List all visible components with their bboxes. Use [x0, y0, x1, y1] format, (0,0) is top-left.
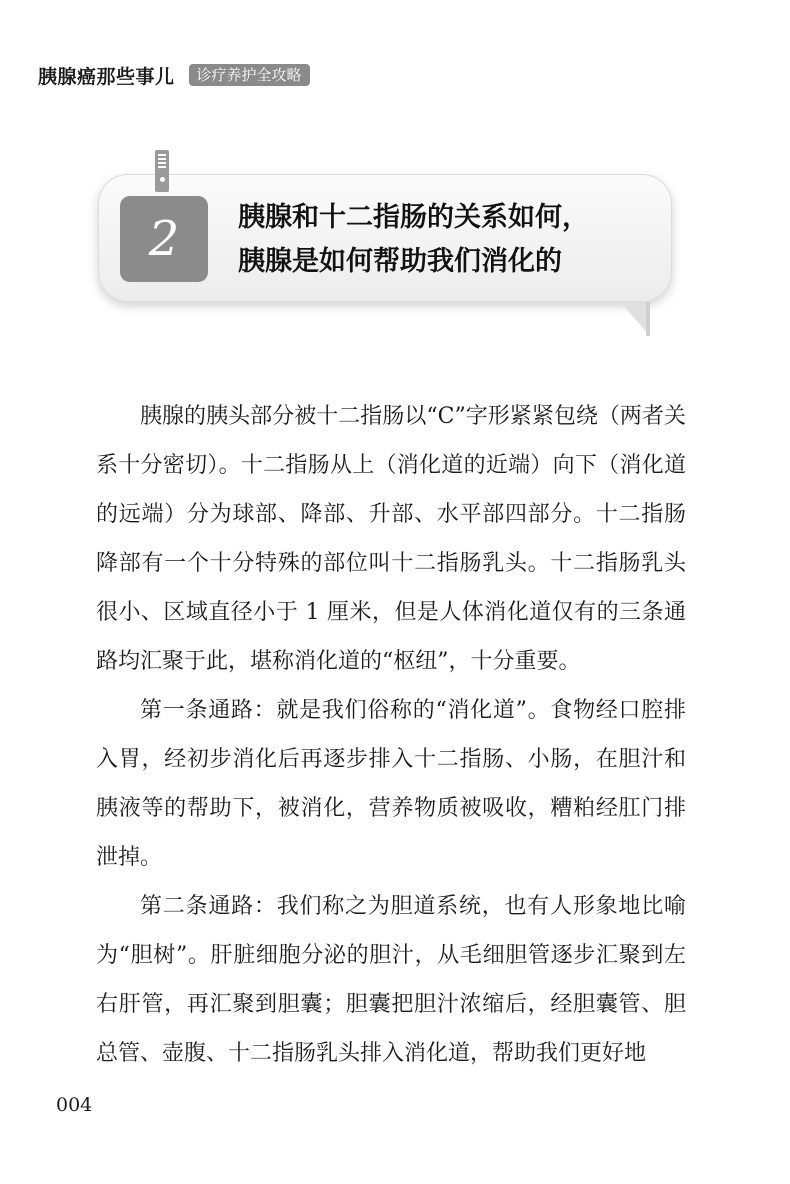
section-number: 2 [148, 211, 180, 267]
section-title [238, 196, 658, 284]
page-number: 004 [56, 1094, 93, 1116]
body-paragraph: 第一条通路：就是我们俗称的“消化道”。食物经口腔排入胃，经初步消化后再逐步排入十二指肠、小肠，在胆汁和胰液等的帮助下，被消化，营养物质被吸收，糟粕经肛门排泄掉。 [96, 698, 686, 870]
section-title-line-1: 胰腺和十二指肠的关系如何， [238, 202, 589, 233]
card-tail-shade [646, 302, 650, 336]
section-number-badge [120, 196, 208, 282]
body-text [96, 392, 686, 1078]
body-paragraph: 胰腺的胰头部分被十二指肠以“C”字形紧紧包绕（两者关系十分密切）。十二指肠从上（消化道的近端）向下（消化道的远端）分为球部、降部、升部、水平部四部分。十二指肠降部有一个十分特殊的部位叫十二指肠乳头。十二指肠乳头很小、区域直径小于 1 厘米，但是人体消化道仅有的三条通路均汇聚于此，堪称消化道的“枢纽”，十分重要。 [96, 404, 686, 674]
running-header [38, 62, 310, 88]
series-tag: 诊疗养护全攻略 [189, 64, 310, 86]
body-paragraph: 第二条通路：我们称之为胆道系统，也有人形象地比喻为“胆树”。肝脏细胞分泌的胆汁，从毛细胆管逐步汇聚到左右肝管，再汇聚到胆囊；胆囊把胆汁浓缩后，经胆囊管、胆总管、壶腹、十二指肠乳头排入消化道，帮助我们更好地 [96, 894, 686, 1066]
book-title: 胰腺癌那些事儿 [38, 65, 175, 88]
bookmark-hanger-icon [155, 150, 169, 192]
section-title-line-2: 胰腺是如何帮助我们消化的 [238, 246, 562, 277]
